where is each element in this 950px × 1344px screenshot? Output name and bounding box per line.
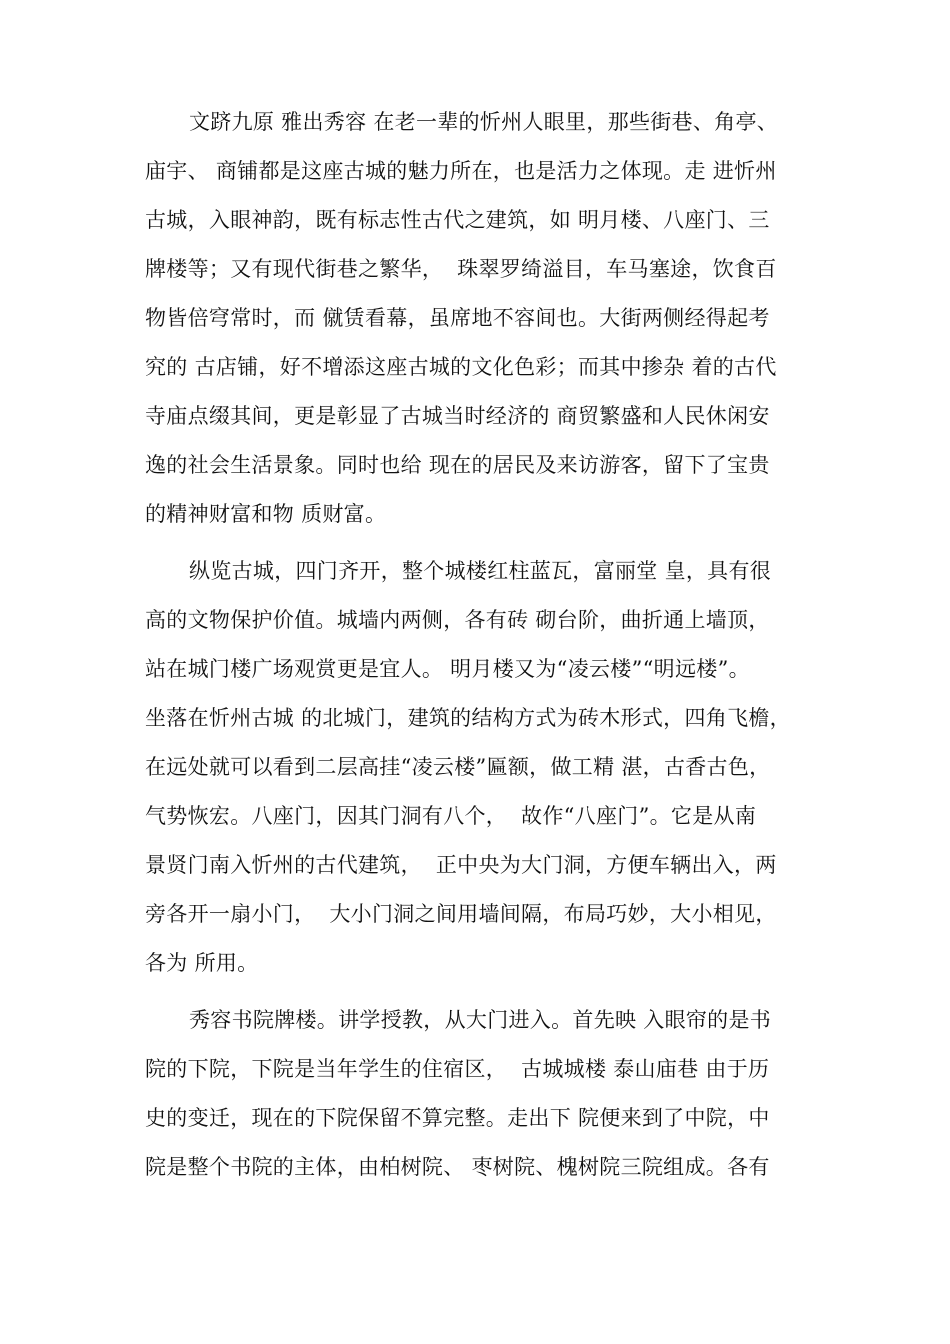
- text-line: 庙宇、 商铺都是这座古城的魅力所在，也是活力之体现。走 进忻州: [145, 159, 777, 183]
- text-line: 高的文物保护价值。城墙内两侧，各有砖 砌台阶，曲折通上墙顶，: [145, 608, 770, 632]
- text-line: 牌楼等；又有现代街巷之繁华， 珠翠罗绮溢目，车马塞途，饮食百: [145, 257, 777, 281]
- text-line: 旁各开一扇小门， 大小门洞之间用墙间隔，布局巧妙，大小相见，: [145, 902, 777, 926]
- text-line: 史的变迁，现在的下院保留不算完整。走出下 院便来到了中院，中: [145, 1106, 770, 1130]
- text-line: 院的下院，下院是当年学生的住宿区， 古城城楼 泰山庙巷 由于历: [145, 1057, 770, 1081]
- text-line: 坐落在忻州古城 的北城门，建筑的结构方式为砖木形式，四角飞檐，: [145, 706, 791, 730]
- text-line: 古城，入眼神韵，既有标志性古代之建筑，如 明月楼、八座门、三: [145, 208, 770, 232]
- text-line: 景贤门南入忻州的古代建筑， 正中央为大门洞，方便车辆出入，两: [145, 853, 777, 877]
- text-line: 究的 古店铺，好不增添这座古城的文化色彩；而其中掺杂 着的古代: [145, 355, 777, 379]
- text-line: 气势恢宏。八座门，因其门洞有八个， 故作“八座门”。它是从南: [145, 804, 757, 828]
- text-line: 秀容书院牌楼。讲学授教，从大门进入。首先映 入眼帘的是书: [189, 1008, 772, 1032]
- text-line: 逸的社会生活景象。同时也给 现在的居民及来访游客，留下了宝贵: [145, 453, 770, 477]
- text-line: 寺庙点缀其间，更是彰显了古城当时经济的 商贸繁盛和人民休闲安: [145, 404, 770, 428]
- text-line: 院是整个书院的主体，由柏树院、 枣树院、槐树院三院组成。各有: [145, 1155, 770, 1179]
- text-line: 的精神财富和物 质财富。: [145, 502, 387, 526]
- text-line: 站在城门楼广场观赏更是宜人。 明月楼又为“凌云楼”“明远楼”。: [145, 657, 750, 681]
- text-line: 物皆倍穹常时，而 僦赁看幕，虽席地不容间也。大街两侧经得起考: [145, 306, 770, 330]
- text-line: 在远处就可以看到二层高挂“凌云楼”匾额，做工精 湛，古香古色，: [145, 755, 771, 779]
- text-line: 纵览古城，四门齐开，整个城楼红柱蓝瓦，富丽堂 皇，具有很: [189, 559, 772, 583]
- text-line: 文跻九原 雅出秀容 在老一辈的忻州人眼里，那些街巷、角亭、: [189, 110, 779, 134]
- text-line: 各为 所用。: [145, 951, 259, 975]
